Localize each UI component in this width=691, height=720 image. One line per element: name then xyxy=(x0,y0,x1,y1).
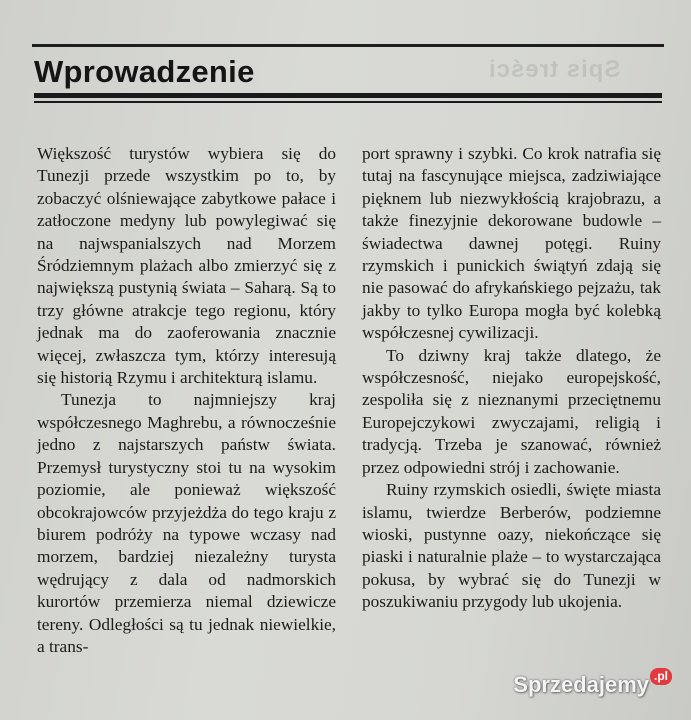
watermark-logo xyxy=(513,669,672,698)
paragraph: Ruiny rzymskich osiedli, święte miasta islamu, twierdze Berberów, podziemne wioski, pustynne oazy, niekończące się piaski i naturalnie plaże – to wystarczająca pokusa, by wybrać się do Tunezji w poszukiwaniu przygody lub ukojenia. xyxy=(362,480,661,612)
paragraph: Większość turystów wybiera się do Tunezji przede wszystkim po to, by zobaczyć olśniewające zabytkowe pałace i zatłoczone medyny lub powylegiwać się na najwspanialszych nad Morzem Śródziemnym plażach albo zmierzyć się z największą pustynią świata – Saharą. Są to trzy główne atrakcje tego regionu, który jednak ma do zaoferowania znacznie więcej, zwłaszcza tym, którzy interesują się historią Rzymu i architekturą islamu. xyxy=(37,144,336,388)
page-heading: Wprowadzenie xyxy=(34,54,255,89)
top-rule xyxy=(32,44,664,47)
text-column-left xyxy=(37,143,336,658)
watermark-text: Sprzedajemy xyxy=(513,672,649,697)
text-column-right xyxy=(362,143,661,614)
paragraph: To dziwny kraj także dlatego, że współczesność, niejako europejskość, zespoliła się z nieznanymi przeciętnemu Europejczykowi zwyczajami, religią i tradycją. Trzeba je szanować, również przez odpowiedni strój i zachowanie. xyxy=(362,345,661,477)
heading-rule-thick xyxy=(34,93,662,98)
heading-rule-thin xyxy=(34,101,662,103)
paragraph: port sprawny i szybki. Co krok natrafia się tutaj na fascynujące miejsca, zadziwiające pięknem lub niezwykłością krajobrazu, a także finezyjnie dekorowane budowle – świadectwa dawnej potęgi. Ruiny rzymskich i punickich świątyń zdają się nie pasować do afrykańskiego pejzażu, tak jakby to tylko Europa mogła być kolebką współczesnej cywilizacji. xyxy=(362,144,661,343)
show-through-text: Spis treści xyxy=(488,56,621,83)
watermark-badge: .pl xyxy=(650,668,672,685)
paragraph: Tunezja to najmniejszy kraj współczesnego Maghrebu, a równocześnie jedno z najstarszych państw świata. Przemysł turystyczny stoi tu na wysokim poziomie, ale ponieważ większość obcokrajowców przyjeżdża do tego kraju z biurem podróży na typowe wczasy nad morzem, bardziej niezależny turysta wędrujący z dala od nadmorskich kurortów przemierza niemal dziewicze tereny. Odległości są tu jednak niewielkie, a trans- xyxy=(37,390,336,656)
